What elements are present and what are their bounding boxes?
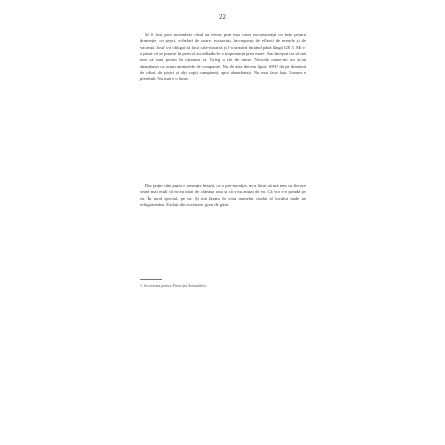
footnote: 1. Societatea pentru Protecția Animalelor. bbox=[140, 283, 207, 288]
body-paragraph-2: Dar puțin câte puțin o senzație bizară, ca o pre-moniție, m-a făcut să mă tem cu fiecare seară mai mult că m-au uitat de cățeaua asta și că s-au atașat de ea. Că vor s-o prindă pe ea. În mod special, pe ea. Și mă lăsam în voia numelui ciudat al locului unde ne refugiaserăm. Exilați din societate, greu de găsit. bbox=[140, 183, 306, 208]
page-number: 22 bbox=[219, 13, 226, 21]
body-paragraph-1: Și fi fost prin noiembrie când au trecut prin fața casei excursioniști cu bețe pentru drumeție, cu șepci, ochelari de soare, rucsacuri, înconjurați de efluvii de mesele și de vacanță. Iosif s-a obligat să facă cale-ntoarsă și l-a urmărit întrând până lângă GR 5. Mi s-a părut că se pusese în pericol acordându-le o importanță prea mare. Am început iar să mă tem că sunt pornit în căutarea ei. Grieg a râs de mine: Nicioda oame-nii nu și-au abandonat ca acum animalele de companie. Nu de asta ducem lipsă. SPA¹ dă pe dinafară de câini, de pisici și alți copii cumpărați, apoi abandonați. Nu mai face fața. Lumea e pierdută. Nu mai e o lume. bbox=[140, 32, 306, 82]
footnote-separator bbox=[140, 279, 162, 280]
